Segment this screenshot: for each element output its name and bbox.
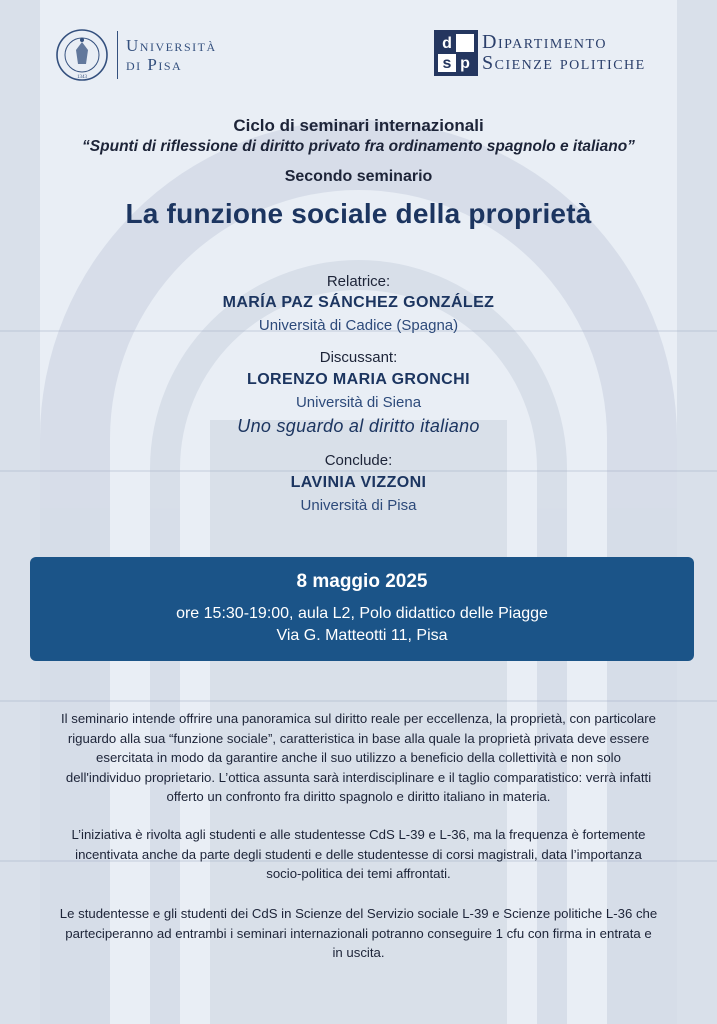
page-title: La funzione sociale della proprietà	[125, 198, 592, 229]
description-paragraph-3	[22, 904, 695, 963]
text-line: dell'individuo proprietario. L’ottica assunta sarà interdisciplinare e il taglio comparatistico: verrà infatti	[65, 769, 652, 785]
description-paragraph-2	[22, 825, 695, 884]
conclude-name: LAVINIA VIZZONI	[290, 474, 427, 491]
discussant-talk-title: Uno sguardo al diritto italiano	[237, 416, 480, 436]
event-address: Via G. Matteotti 11, Pisa	[276, 627, 448, 644]
discussant-name: LORENZO MARIA GRONCHI	[247, 371, 470, 388]
department-name-line2: Scienze politiche	[482, 52, 646, 74]
text-line: esercitata in modo da garantire anche il suo utilizzo a beneficio della collettività e non solo	[96, 750, 621, 765]
department-mark-icon	[434, 30, 478, 76]
discussant-affiliation: Università di Siena	[295, 394, 422, 411]
svg-text:p: p	[460, 55, 470, 72]
event-date: 8 maggio 2025	[296, 571, 428, 592]
relatrice-name: MARÍA PAZ SÁNCHEZ GONZÁLEZ	[222, 294, 495, 311]
text-line: socio-politica dei temi affrontati.	[266, 866, 451, 881]
text-line: riguardo alla sua “funzione sociale”, caratteristica in base alla quale la proprietà privata deve essere	[67, 730, 650, 746]
discussant-role: Discussant:	[319, 349, 398, 366]
text-line: L’iniziativa è rivolta agli studenti e alle studentesse CdS L-39 e L-36, ma la frequenza è fortemente	[71, 827, 646, 842]
series-subtitle: “Spunti di riflessione di diritto privato fra ordinamento spagnolo e italiano”	[82, 138, 635, 155]
text-line: Il seminario intende offrire una panoramica sul diritto reale per eccellenza, la proprietà, con particolare	[61, 711, 656, 726]
department-name-line1: Dipartimento	[482, 31, 607, 53]
university-name-line2: di Pisa	[126, 55, 183, 74]
university-logo	[55, 28, 217, 82]
svg-text:1343: 1343	[77, 75, 87, 80]
svg-text:s: s	[442, 55, 452, 72]
text-line: Le studentesse e gli studenti dei CdS in Scienze del Servizio sociale L-39 e Scienze politiche L-36 che	[59, 906, 658, 921]
relatrice-role: Relatrice:	[326, 273, 391, 290]
text-line: parteciperanno ad entrambi i seminari internazionali potranno conseguire 1 cfu con firma in entrata e	[65, 925, 652, 941]
series-title: Ciclo di seminari internazionali	[233, 116, 484, 135]
description-paragraph-1	[22, 709, 695, 807]
university-seal-icon	[55, 28, 109, 82]
event-time-place: ore 15:30-19:00, aula L2, Polo didattico delle Piagge	[176, 605, 548, 622]
text-line: in uscita.	[332, 945, 385, 960]
seminar-number: Secondo seminario	[284, 168, 433, 185]
conclude-affiliation: Università di Pisa	[300, 497, 417, 514]
department-logo	[434, 30, 646, 76]
relatrice-affiliation: Università di Cadice (Spagna)	[258, 317, 459, 334]
university-name-line1: Università	[126, 36, 217, 55]
conclude-role: Conclude:	[324, 452, 393, 469]
text-line: offerto un confronto fra diritto spagnolo e diritto italiano in materia.	[166, 789, 551, 804]
svg-text:d: d	[442, 35, 452, 52]
event-info-box	[30, 557, 694, 661]
text-line: incentivata anche da parte degli studenti e delle studentesse di corsi magistrali, data l’importanza	[75, 846, 642, 862]
